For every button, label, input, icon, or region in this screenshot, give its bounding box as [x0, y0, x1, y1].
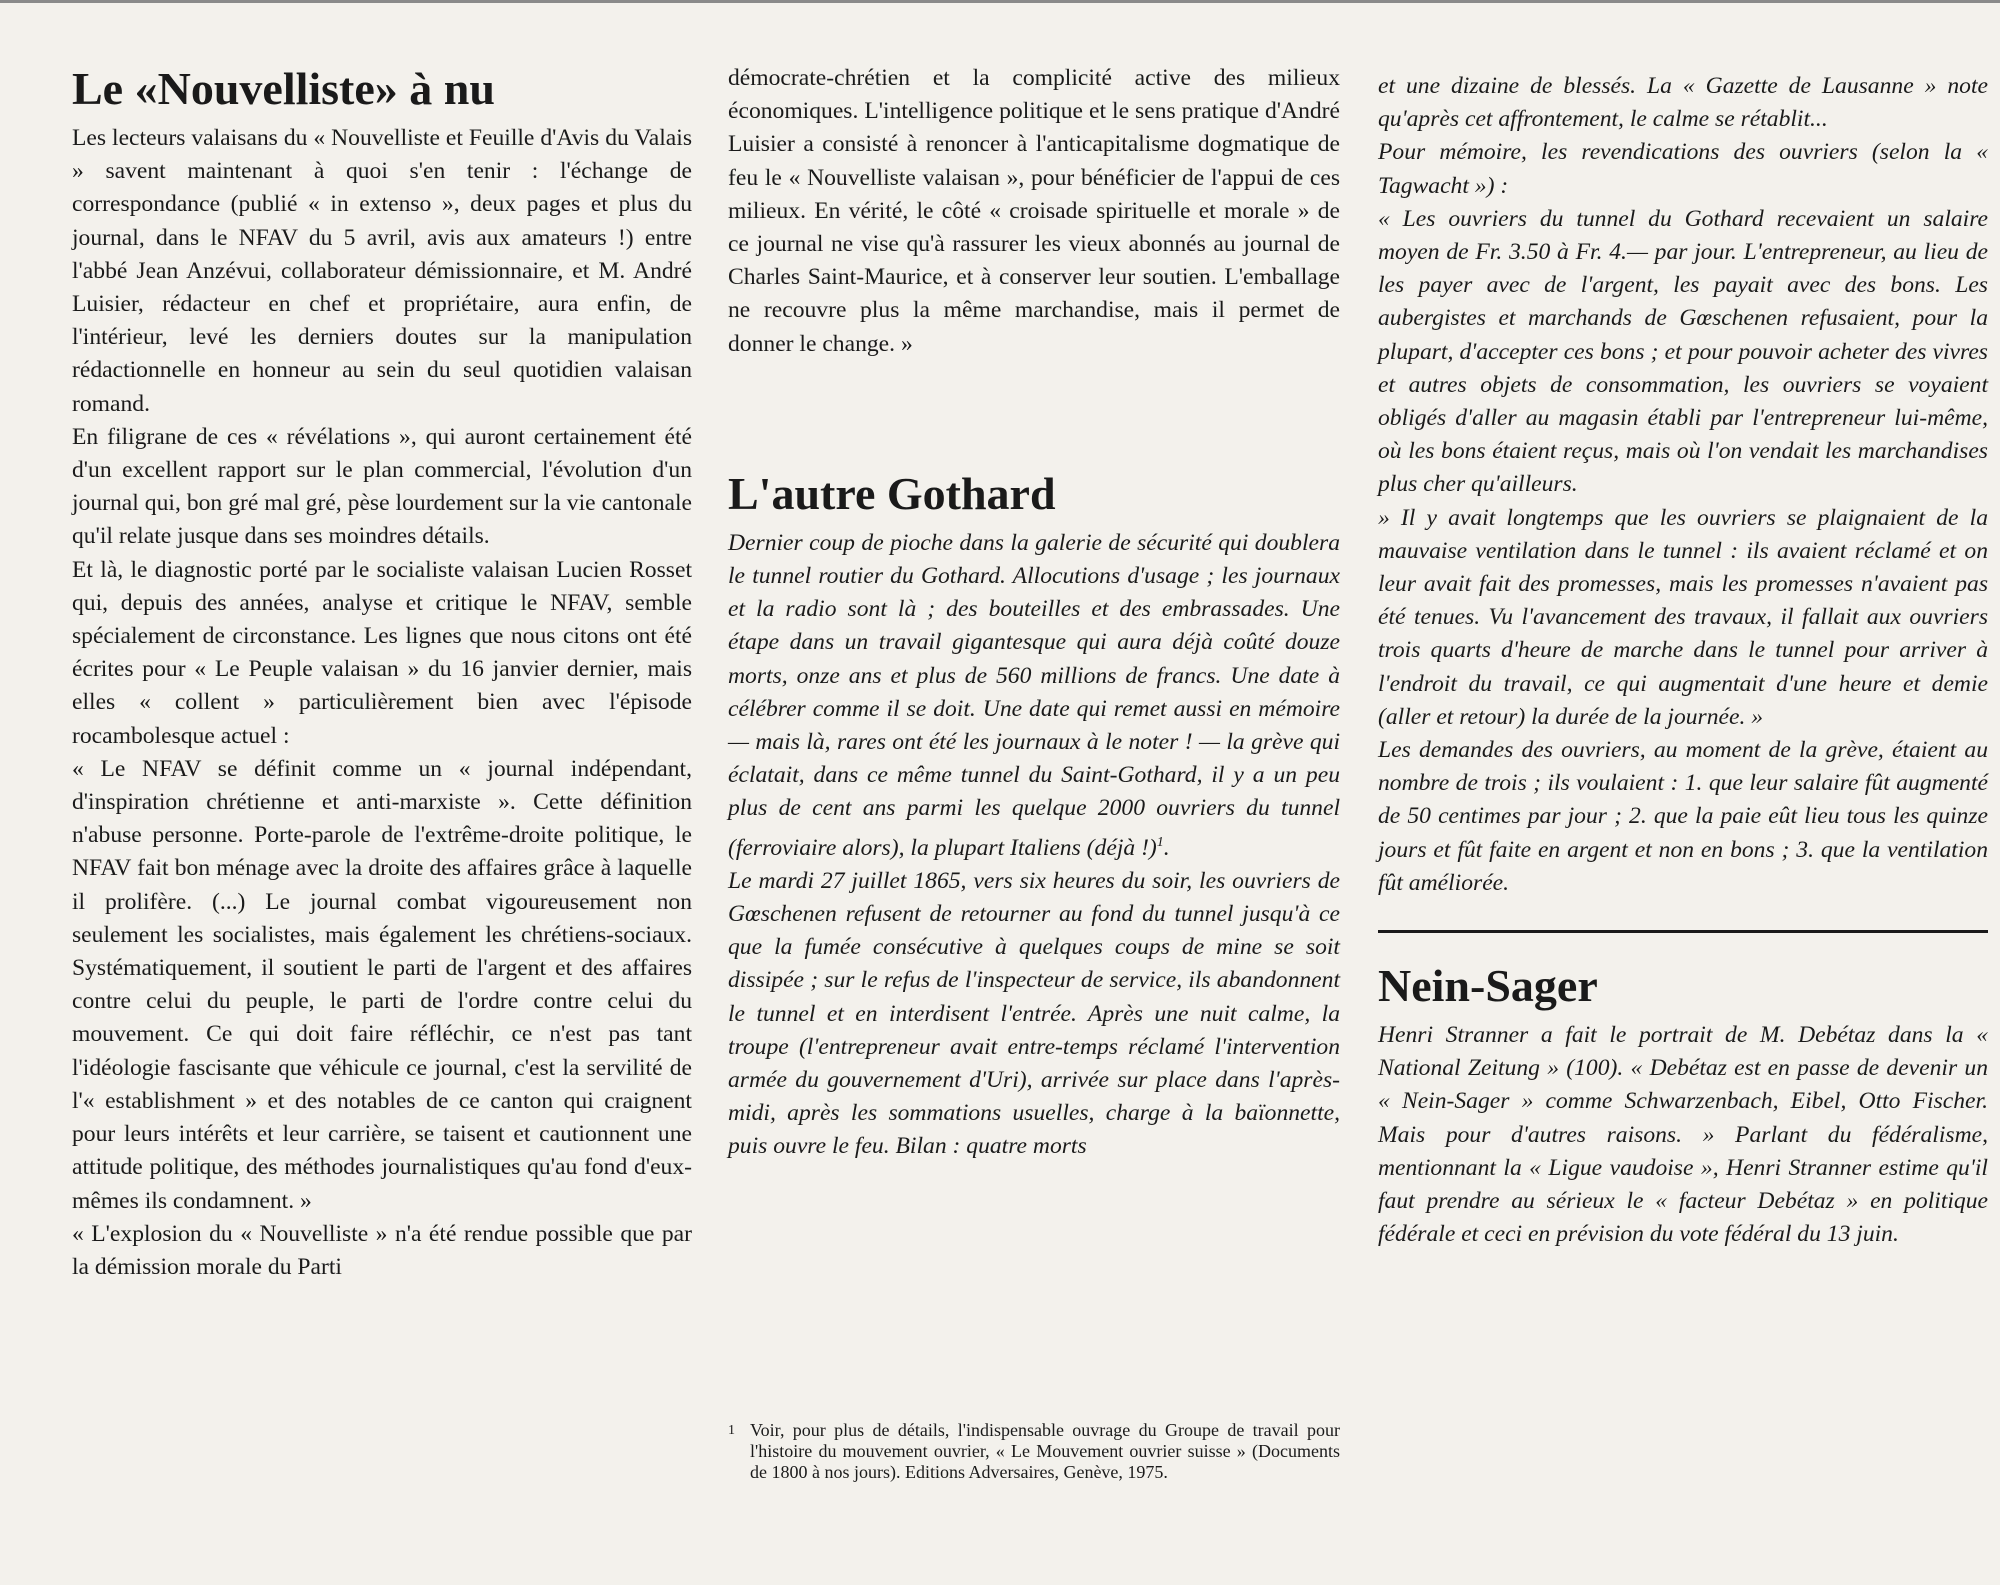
quote-paragraph: « Les ouvriers du tunnel du Gothard recevaient un salaire moyen de Fr. 3.50 à Fr. 4.— par jour. L'entrepreneur, au lieu de les payer avec de l'argent, les payait avec des bons. Les aubergistes et marchands de Gœschenen refusaient, pour la plupart, d'accepter ces bons ; et pour pouvoir acheter des vivres et autres objets de consommation, les ouvriers se voyaient obligés d'aller au magasin établi par l'entrepreneur lui-même, où les bons étaient reçus, mais où l'on vendait les marchandises plus cher qu'ailleurs. — [1378, 205, 1988, 498]
paragraph: Henri Stranner a fait le portrait de M. Debétaz dans la « National Zeitung » (100). « Debétaz est en passe de devenir un « Nein-Sager » comme Schwarzenbach, Eibel, Otto Fischer. Mais pour d'autres raisons. » Parlant du fédéralisme, mentionnant la « Ligue vaudoise », Henri Stranner estime qu'il faut prendre au sérieux le « facteur Debétaz » en politique fédérale et ceci en prévision du vote fédéral du 13 juin. — [1378, 1022, 1988, 1248]
paragraph — [728, 527, 1340, 865]
paragraph: Pour mémoire, les revendications des ouvriers (selon la « Tagwacht ») : — [1378, 139, 1988, 199]
footnote-mark: 1 — [728, 1423, 735, 1438]
continued-quote: démocrate-chrétien et la complicité active des milieux économiques. L'intelligence politique et le sens pratique d'André Luisier a consisté à renoncer à l'anticapitalisme dogmatique de feu le « Nouvelliste valaisan », pour bénéficier de l'appui de ces milieux. En vérité, le côté « croisade spirituelle et morale » de ce journal ne vise qu'à rassurer les vieux abonnés au journal de Charles Saint-Maurice, et à conserver leur soutien. L'emballage ne recouvre plus la même marchandise, mais il permet de donner le change. » — [728, 65, 1340, 357]
footnote-text: Voir, pour plus de détails, l'indispensable ouvrage du Groupe de travail pour l'histoire du mouvement ouvrier, « Le Mouvement ouvrier suisse » (Documents de 1800 à nos jours). Editions Adversaires, Genève, 1975. — [750, 1420, 1340, 1482]
article-title-gothard: L'autre Gothard — [728, 467, 1056, 519]
article-title-nein-sager: Nein-Sager — [1378, 960, 1598, 1012]
paragraph: et une dizaine de blessés. La « Gazette de Lausanne » note qu'après cet affrontement, le calme se rétablit... — [1378, 73, 1988, 133]
quote-paragraph: « Le NFAV se définit comme un « journal indépendant, d'inspiration chrétienne et anti-marxiste ». Cette définition n'abuse personne. Porte-parole de l'extrême-droite politique, le NFAV fait bon ménage avec la droite des affaires grâce à laquelle il prolifère. (...) Le journal combat vigoureusement non seulement les socialistes, mais également les chrétiens-sociaux. Systématiquement, il soutient le parti de l'argent et des affaires contre celui du peuple, le parti de l'ordre contre celui du mouvement. Ce qui doit faire réfléchir, ce n'est pas tant l'idéologie fascisante que véhicule ce journal, c'est la servilité de l'« establishment » et des notables de ce canton qui craignent pour leurs intérêts et leur carrière, se taisent et cautionnent une attitude politique, des méthodes journalistiques qu'au fond d'eux-mêmes ils condamnent. » — [72, 755, 692, 1214]
paragraph-text: Dernier coup de pioche dans la galerie de sécurité qui doublera le tunnel routier du Gothard. Allocutions d'usage ; les journaux et la radio sont là ; des bouteilles et des embrassades. Une étape dans un travail gigantesque qui aura déjà coûté douze morts, onze ans et plus de 560 millions de francs. Une date à célébrer comme il se doit. Une date qui remet aussi en mémoire — mais là, rares ont été les journaux à le noter ! — la grève qui éclatait, dans ce même tunnel du Saint-Gothard, il y a un peu plus de cent ans parmi les quelque 2000 ouvriers du tunnel (ferroviaire alors), la plupart Italiens (déjà !) — [728, 529, 1340, 861]
page-top-border — [0, 0, 2000, 3]
footnote-ref: 1 — [1156, 834, 1164, 850]
paragraph: Les demandes des ouvriers, au moment de la grève, étaient au nombre de trois ; ils voulaient : 1. que leur salaire fût augmenté de 50 centimes par jour ; 2. que la paie eût lieu tous les quinze jours et fût faite en argent et non en bons ; 3. que la ventilation fût améliorée. — [1378, 737, 1988, 896]
paragraph: En filigrane de ces « révélations », qui auront certainement été d'un excellent rapport sur le plan commercial, l'évolution d'un journal qui, bon gré mal gré, pèse lourdement sur la vie cantonale qu'il relate jusque dans ses moindres détails. — [72, 423, 692, 550]
column-2 — [728, 62, 1340, 1164]
section-divider — [1378, 930, 1988, 933]
paragraph: Et là, le diagnostic porté par le socialiste valaisan Lucien Rosset qui, depuis des années, analyse et critique le NFAV, semble spécialement de circonstance. Les lignes que nous citons ont été écrites pour « Le Peuple valaisan » du 16 janvier dernier, mais elles « collent » particulièrement bien avec l'épisode rocambolesque actuel : — [72, 556, 692, 749]
quote-paragraph: » Il y avait longtemps que les ouvriers se plaignaient de la mauvaise ventilation dans le tunnel : ils avaient réclamé et on leur avait fait des promesses, mais les promesses n'avaient pas été tenues. Vu l'avancement des travaux, il fallait aux ouvriers trois quarts d'heure de marche dans le tunnel pour arriver à l'endroit du travail, ce qui augmentait d'une heure et demie (aller et retour) la durée de la journée. » — [1378, 504, 1988, 730]
column-1 — [72, 62, 692, 1284]
column-3 — [1378, 70, 1988, 1252]
footnote — [728, 1420, 1340, 1483]
section-gap — [728, 361, 1340, 467]
article-title-nouvelliste: Le «Nouvelliste» à nu — [72, 63, 495, 114]
paragraph: Le mardi 27 juillet 1865, vers six heures du soir, les ouvriers de Gœschenen refusent de retourner au fond du tunnel jusqu'à ce que la fumée consécutive à quelques coups de mine se soit dissipée ; sur le refus de l'inspecteur de service, ils abandonnent le tunnel et en interdisent l'entrée. Après une nuit calme, la troupe (l'entrepreneur avait entre-temps réclamé l'intervention armée du gouvernement d'Uri), arrivée sur place dans l'après-midi, après les sommations usuelles, charge à la baïonnette, puis ouvre le feu. Bilan : quatre morts — [728, 867, 1340, 1160]
paragraph-end: . — [1163, 834, 1170, 861]
quote-paragraph: « L'explosion du « Nouvelliste » n'a été rendue possible que par la démission morale du Parti — [72, 1220, 692, 1280]
paragraph: Les lecteurs valaisans du « Nouvelliste et Feuille d'Avis du Valais » savent maintenant à quoi s'en tenir : l'échange de correspondance (publié « in extenso », deux pages et plus du journal, dans le NFAV du 5 avril, avis aux amateurs !) entre l'abbé Jean Anzévui, collaborateur démissionnaire, et M. André Luisier, rédacteur en chef et propriétaire, aura enfin, de l'intérieur, levé les derniers doutes sur la manipulation rédactionnelle en honneur au sein du seul quotidien valaisan romand. — [72, 125, 692, 417]
